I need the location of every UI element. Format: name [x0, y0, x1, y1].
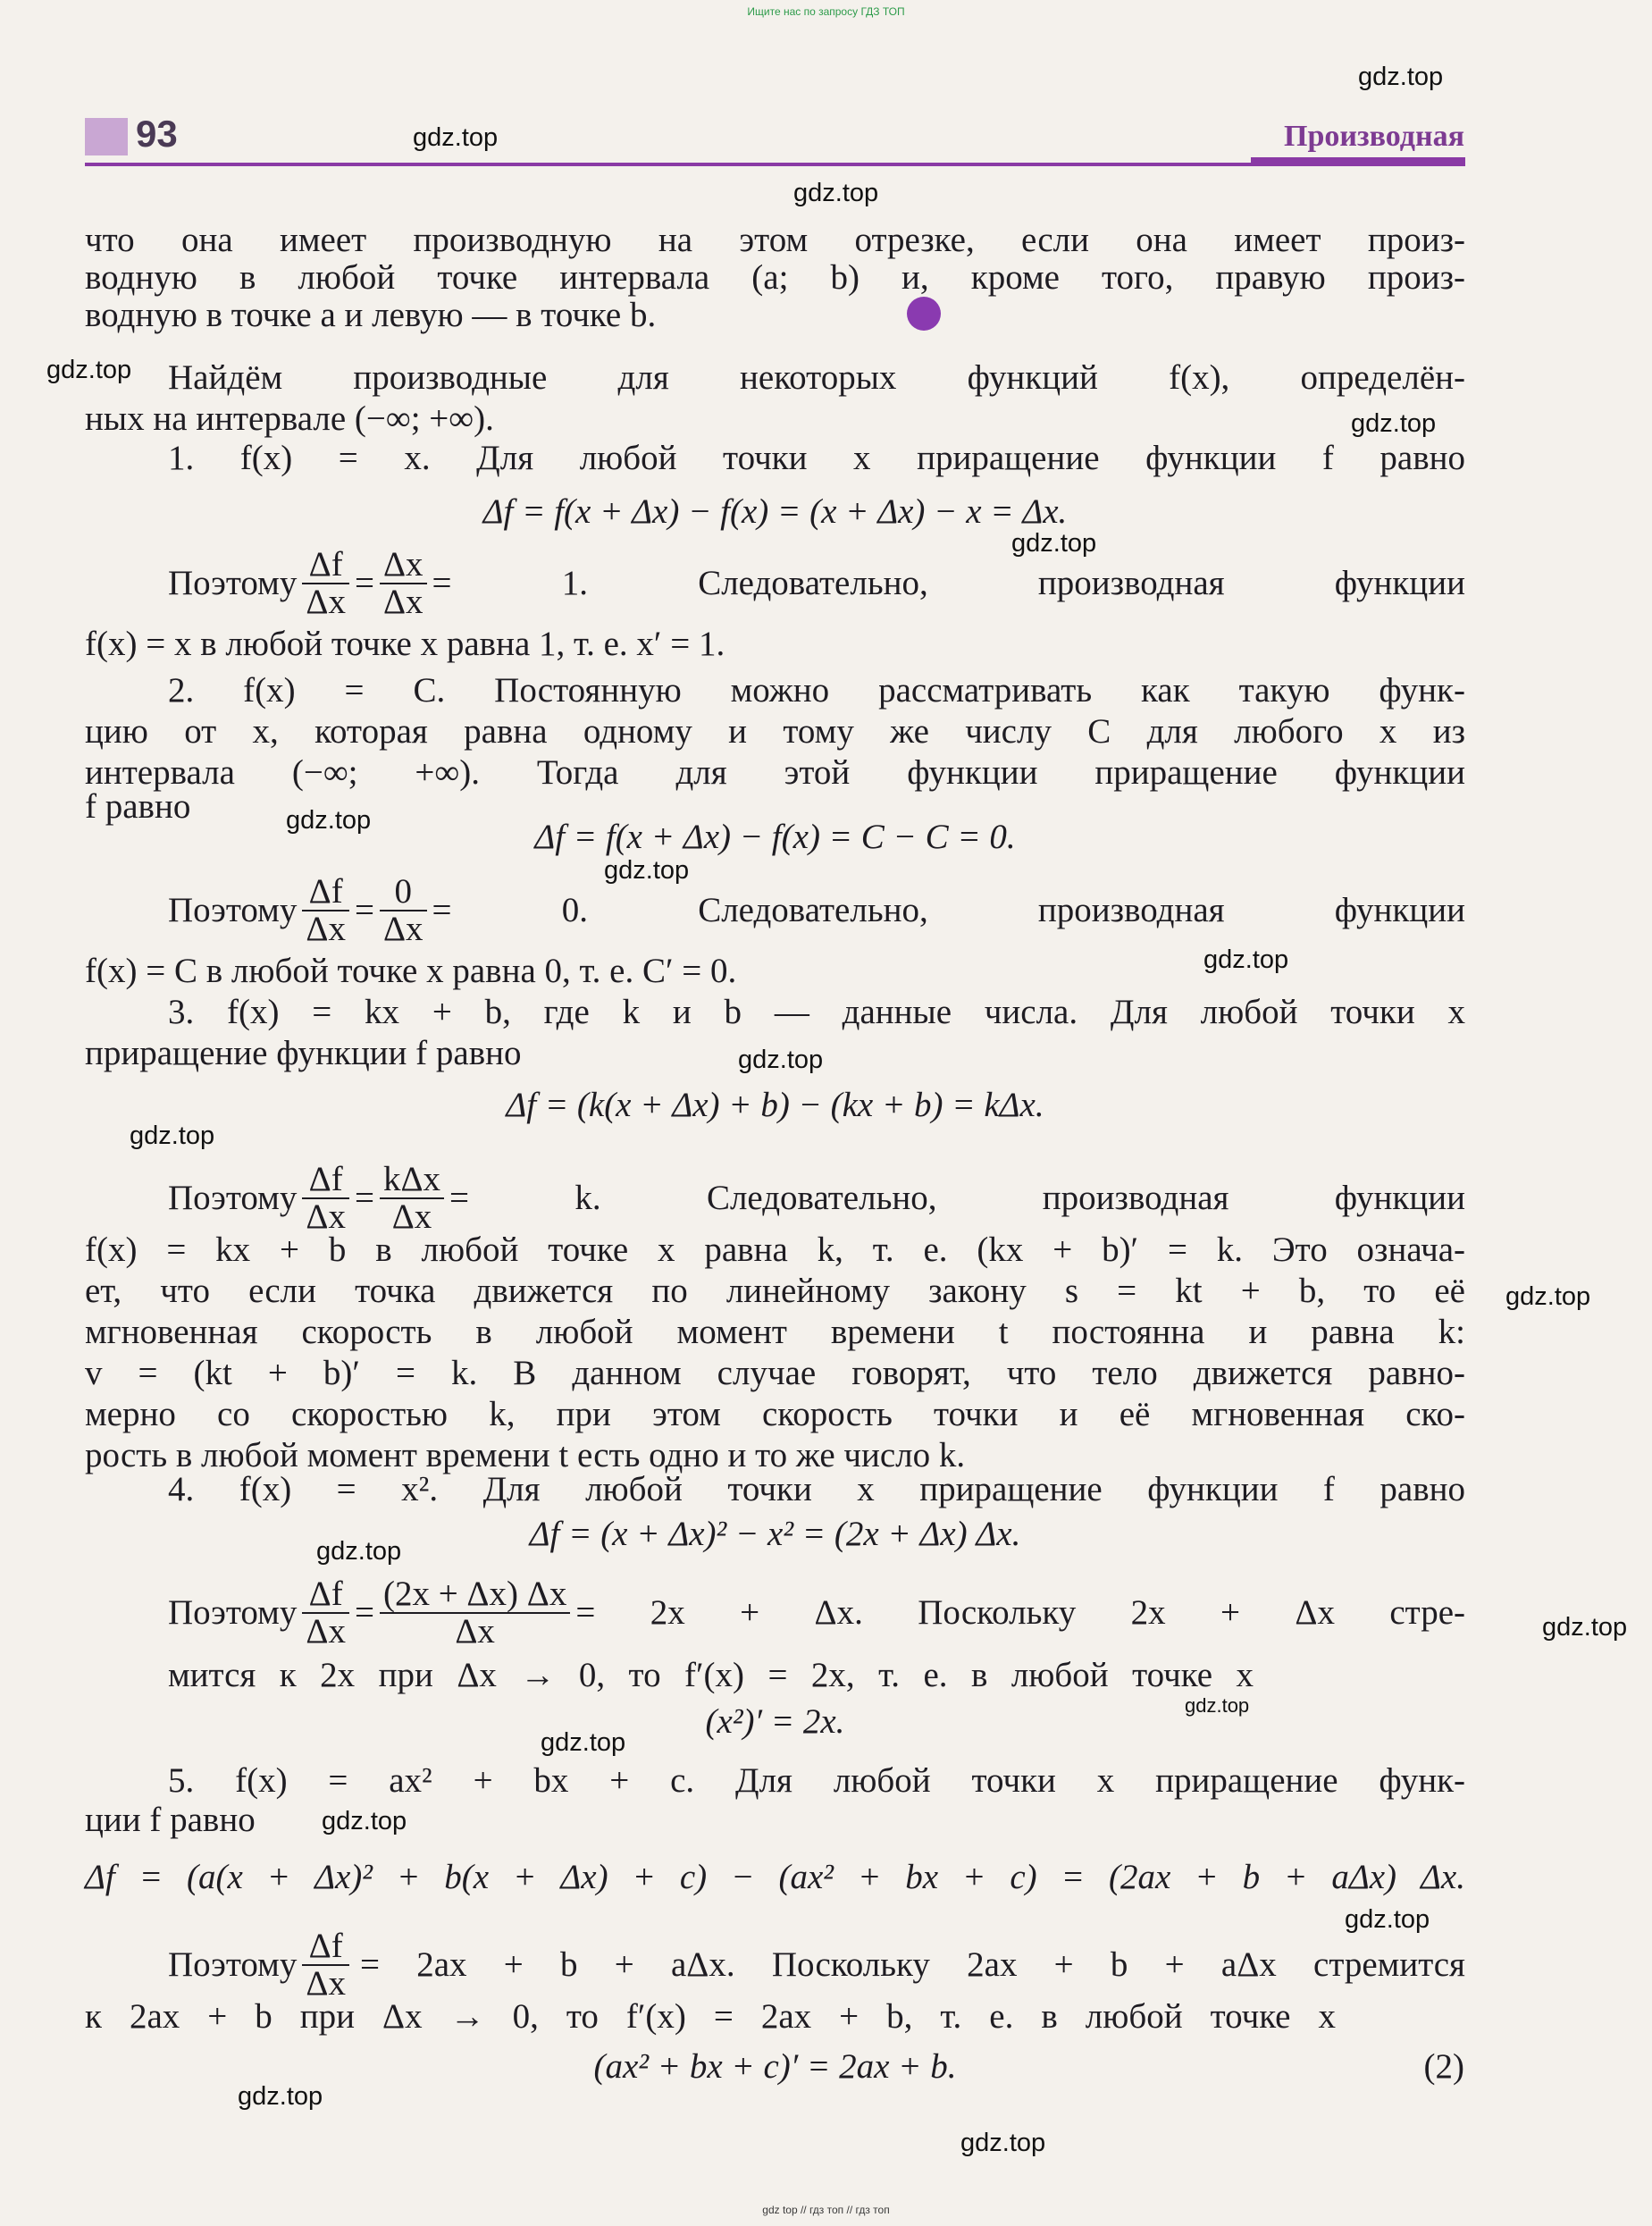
watermark: gdz.top [1203, 945, 1289, 974]
text-line-with-fraction [168, 1162, 1465, 1235]
fraction [380, 1576, 570, 1650]
text-line: v = (kt + b)′ = k. В данном случае говорят, что тело движется равно- [85, 1354, 1465, 1392]
watermark: gdz.top [604, 856, 690, 885]
text-line: f(x) = C в любой точке x равна 0, т. е. C′ = 0. [85, 952, 737, 990]
watermark: gdz.top [46, 356, 132, 384]
fraction [380, 547, 427, 620]
text-segment: Поэтому [168, 1593, 298, 1632]
text-line: интервала (−∞; +∞). Тогда для этой функции приращение функции [85, 753, 1465, 792]
watermark: gdz.top [1011, 529, 1097, 558]
text-segment: Поэтому [168, 1179, 298, 1217]
numerator: Δx [380, 547, 427, 584]
text-line: ции f равно [85, 1801, 256, 1839]
page-number: 93 [136, 113, 178, 155]
formula: Δf = f(x + Δx) − f(x) = (x + Δx) − x = Δx. [482, 492, 1068, 531]
formula: (ax² + bx + c)′ = 2ax + b. [593, 2047, 957, 2086]
watermark: gdz.top [1358, 63, 1444, 91]
watermark: gdz.top [322, 1807, 407, 1835]
text-line-with-fraction [168, 1576, 1465, 1650]
watermark: gdz.top [738, 1046, 824, 1074]
numerator: 0 [380, 874, 427, 911]
text-line: что она имеет производную на этом отрезке, если она имеет произ- [85, 221, 1465, 259]
numerator: Δf [302, 1162, 349, 1199]
text-segment: Поэтому [168, 891, 298, 929]
equals-sign: = [354, 891, 374, 929]
text-line: приращение функции f равно [85, 1034, 522, 1072]
watermark: gdz.top [413, 123, 499, 152]
text-line: ет, что если точка движется по линейному закону s = kt + b, то её [85, 1272, 1465, 1310]
watermark: gdz.top [1505, 1282, 1591, 1311]
watermark: gdz.top [793, 179, 879, 207]
denominator: Δx [382, 583, 423, 621]
text-line: водную в точке a и левую — в точке b. [85, 296, 657, 334]
text-line-with-fraction [168, 547, 1465, 620]
numerator: Δf [302, 547, 349, 584]
fraction [302, 1928, 349, 2002]
watermark: gdz.top [130, 1121, 215, 1150]
numerator: (2x + Δx) Δx [380, 1576, 570, 1614]
numerator: kΔx [380, 1162, 444, 1199]
top-note: Ищите нас по запросу ГДЗ ТОП [747, 5, 905, 18]
watermark: gdz.top [1542, 1613, 1628, 1642]
equals-sign: = [354, 564, 374, 602]
formula: (x²)′ = 2x. [705, 1702, 845, 1741]
denominator: Δx [306, 1197, 346, 1236]
text-line: f равно [85, 787, 191, 826]
equals-sign: = [354, 1179, 374, 1217]
denominator: Δx [382, 910, 423, 948]
watermark: gdz.top [286, 806, 372, 835]
denominator: Δx [455, 1612, 495, 1651]
equals-sign: = [354, 1593, 374, 1632]
text-line: цию от x, которая равна одному и тому же числу C для любого x из [85, 712, 1465, 751]
text-line: 3. f(x) = kx + b, где k и b — данные числа. Для любой точки x [168, 993, 1465, 1031]
text-line: водную в любой точке интервала (a; b) и, кроме того, правую произ- [85, 258, 1465, 297]
text-segment: Поэтому [168, 564, 298, 602]
fraction [302, 1576, 349, 1650]
denominator: Δx [391, 1197, 432, 1236]
formula: Δf = (a(x + Δx)² + b(x + Δx) + c) − (ax² + bx + c) = (2ax + b + aΔx) Δx. [85, 1858, 1465, 1896]
equation-number: (2) [1423, 2047, 1464, 2086]
text-line: к 2ax + b при Δx → 0, то f′(x) = 2ax + b, т. е. в любой точке x [85, 1997, 1336, 2036]
fraction [380, 1162, 444, 1235]
text-segment: = 2ax + b + aΔx. Поскольку 2ax + b + aΔx стремится [359, 1945, 1465, 1984]
end-of-definition-marker [907, 297, 941, 331]
text-line: 2. f(x) = C. Постоянную можно рассматривать как такую функ- [168, 671, 1465, 710]
formula: Δf = f(x + Δx) − f(x) = C − C = 0. [534, 818, 1016, 856]
text-line-with-fraction [168, 1928, 1465, 2002]
numerator: Δf [302, 1576, 349, 1614]
text-line: мгновенная скорость в любой момент времени t постоянна и равна k: [85, 1313, 1465, 1351]
fraction [302, 547, 349, 620]
watermark: gdz.top [238, 2082, 323, 2111]
denominator: Δx [306, 1964, 346, 2003]
text-segment: Поэтому [168, 1945, 298, 1984]
fraction [302, 1162, 349, 1235]
page-number-marker [85, 118, 128, 155]
bottom-note: gdz top // гдз топ // гдз топ [762, 2204, 890, 2216]
denominator: Δx [306, 910, 346, 948]
text-line: 5. f(x) = ax² + bx + c. Для любой точки x приращение функ- [168, 1761, 1465, 1800]
denominator: Δx [306, 1612, 346, 1651]
header-rule-accent [1251, 157, 1465, 166]
text-line: мерно со скоростью k, при этом скорость точки и её мгновенная ско- [85, 1395, 1465, 1433]
formula: Δf = (x + Δx)² − x² = (2x + Δx) Δx. [529, 1515, 1021, 1553]
numerator: Δf [302, 1928, 349, 1966]
text-line: 4. f(x) = x². Для любой точки x приращение функции f равно [168, 1470, 1465, 1508]
text-segment: = 2x + Δx. Поскольку 2x + Δx стре- [575, 1593, 1465, 1632]
denominator: Δx [306, 583, 346, 621]
fraction [302, 874, 349, 947]
watermark: gdz.top [316, 1537, 402, 1566]
numerator: Δf [302, 874, 349, 911]
text-line: f(x) = x в любой точке x равна 1, т. е. x′ = 1. [85, 625, 725, 663]
formula: Δf = (k(x + Δx) + b) − (kx + b) = kΔx. [506, 1086, 1044, 1124]
text-line: рость в любой момент времени t есть одно и то же число k. [85, 1436, 966, 1474]
watermark: gdz.top [1345, 1905, 1430, 1934]
text-segment: = 0. Следовательно, производная функции [432, 891, 1465, 929]
watermark: gdz.top [1351, 409, 1437, 438]
text-segment: = k. Следовательно, производная функции [449, 1179, 1465, 1217]
watermark: gdz.top [1185, 1694, 1250, 1717]
text-line-with-fraction [168, 874, 1465, 947]
text-line: мится к 2x при Δx → 0, то f′(x) = 2x, т. е. в любой точке x [168, 1656, 1254, 1694]
watermark: gdz.top [960, 2129, 1046, 2157]
watermark: gdz.top [541, 1728, 626, 1757]
text-line: ных на интервале (−∞; +∞). [85, 399, 494, 438]
text-line: Найдём производные для некоторых функций f(x), определён- [168, 358, 1465, 397]
fraction [380, 874, 427, 947]
section-title: Производная [1284, 120, 1464, 153]
text-line: f(x) = kx + b в любой точке x равна k, т. е. (kx + b)′ = k. Это означа- [85, 1231, 1465, 1269]
text-segment: = 1. Следовательно, производная функции [432, 564, 1465, 602]
text-line: 1. f(x) = x. Для любой точки x приращение функции f равно [168, 439, 1465, 477]
